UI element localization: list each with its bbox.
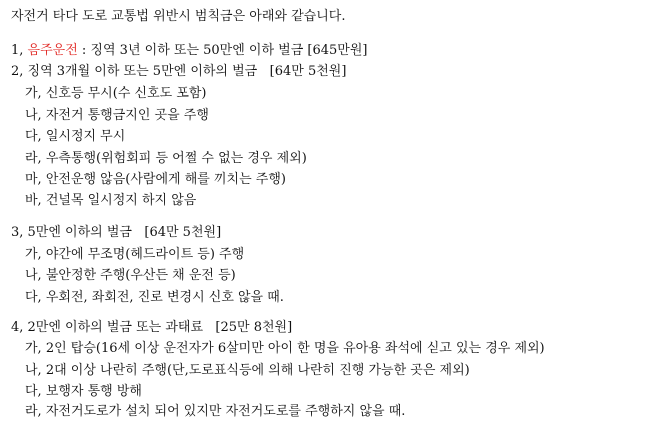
- list-item: 라, 자전거도로가 설치 되어 있지만 자전거도로를 주행하지 않을 때.: [25, 404, 406, 419]
- list-item: 바, 건널목 일시정지 하지 않음: [25, 193, 197, 208]
- list-item: 다, 보행자 통행 방해: [25, 384, 142, 399]
- list-item: 마, 안전운행 않음(사람에게 해를 끼치는 주행): [25, 172, 286, 187]
- list-item: 다, 일시정지 무시: [25, 129, 126, 144]
- list-item: 라, 우측통행(위험회피 등 어쩔 수 없는 경우 제외): [25, 151, 307, 166]
- section-1-number: 1,: [11, 43, 28, 58]
- section-4-heading: 4, 2만엔 이하의 벌금 또는 과태료 [25만 8천원]: [11, 320, 293, 335]
- list-item: 나, 불안정한 주행(우산든 채 운전 등): [25, 268, 236, 283]
- section-3-heading: 3, 5만엔 이하의 벌금 [64만 5천원]: [11, 225, 222, 240]
- list-item: 가, 신호등 무시(수 신호도 포함): [25, 86, 207, 101]
- list-item: 나, 2대 이상 나란히 주행(단,도로표식등에 의해 나란히 진행 가능한 곳은 제외): [25, 363, 470, 378]
- section-1-heading-rest: : 징역 3년 이하 또는 50만엔 이하 벌금 [645만원]: [77, 43, 368, 58]
- drunk-driving-highlight: 음주운전: [27, 43, 78, 58]
- list-item: 다, 우회전, 좌회전, 진로 변경시 신호 않을 때.: [25, 290, 284, 305]
- section-1-heading: [11, 41, 368, 61]
- list-item: 나, 자전거 통행금지인 곳을 주행: [25, 108, 209, 123]
- intro-text: 자전거 타다 도로 교통법 위반시 범칙금은 아래와 같습니다.: [11, 9, 346, 24]
- list-item: 가, 야간에 무조명(헤드라이트 등) 주행: [25, 247, 245, 262]
- section-2-heading: 2, 징역 3개월 이하 또는 5만엔 이하의 벌금 [64만 5천원]: [11, 64, 347, 79]
- list-item: 가, 2인 탑승(16세 이상 운전자가 6살미만 아이 한 명을 유아용 좌석에 싣고 있는 경우 제외): [25, 341, 545, 356]
